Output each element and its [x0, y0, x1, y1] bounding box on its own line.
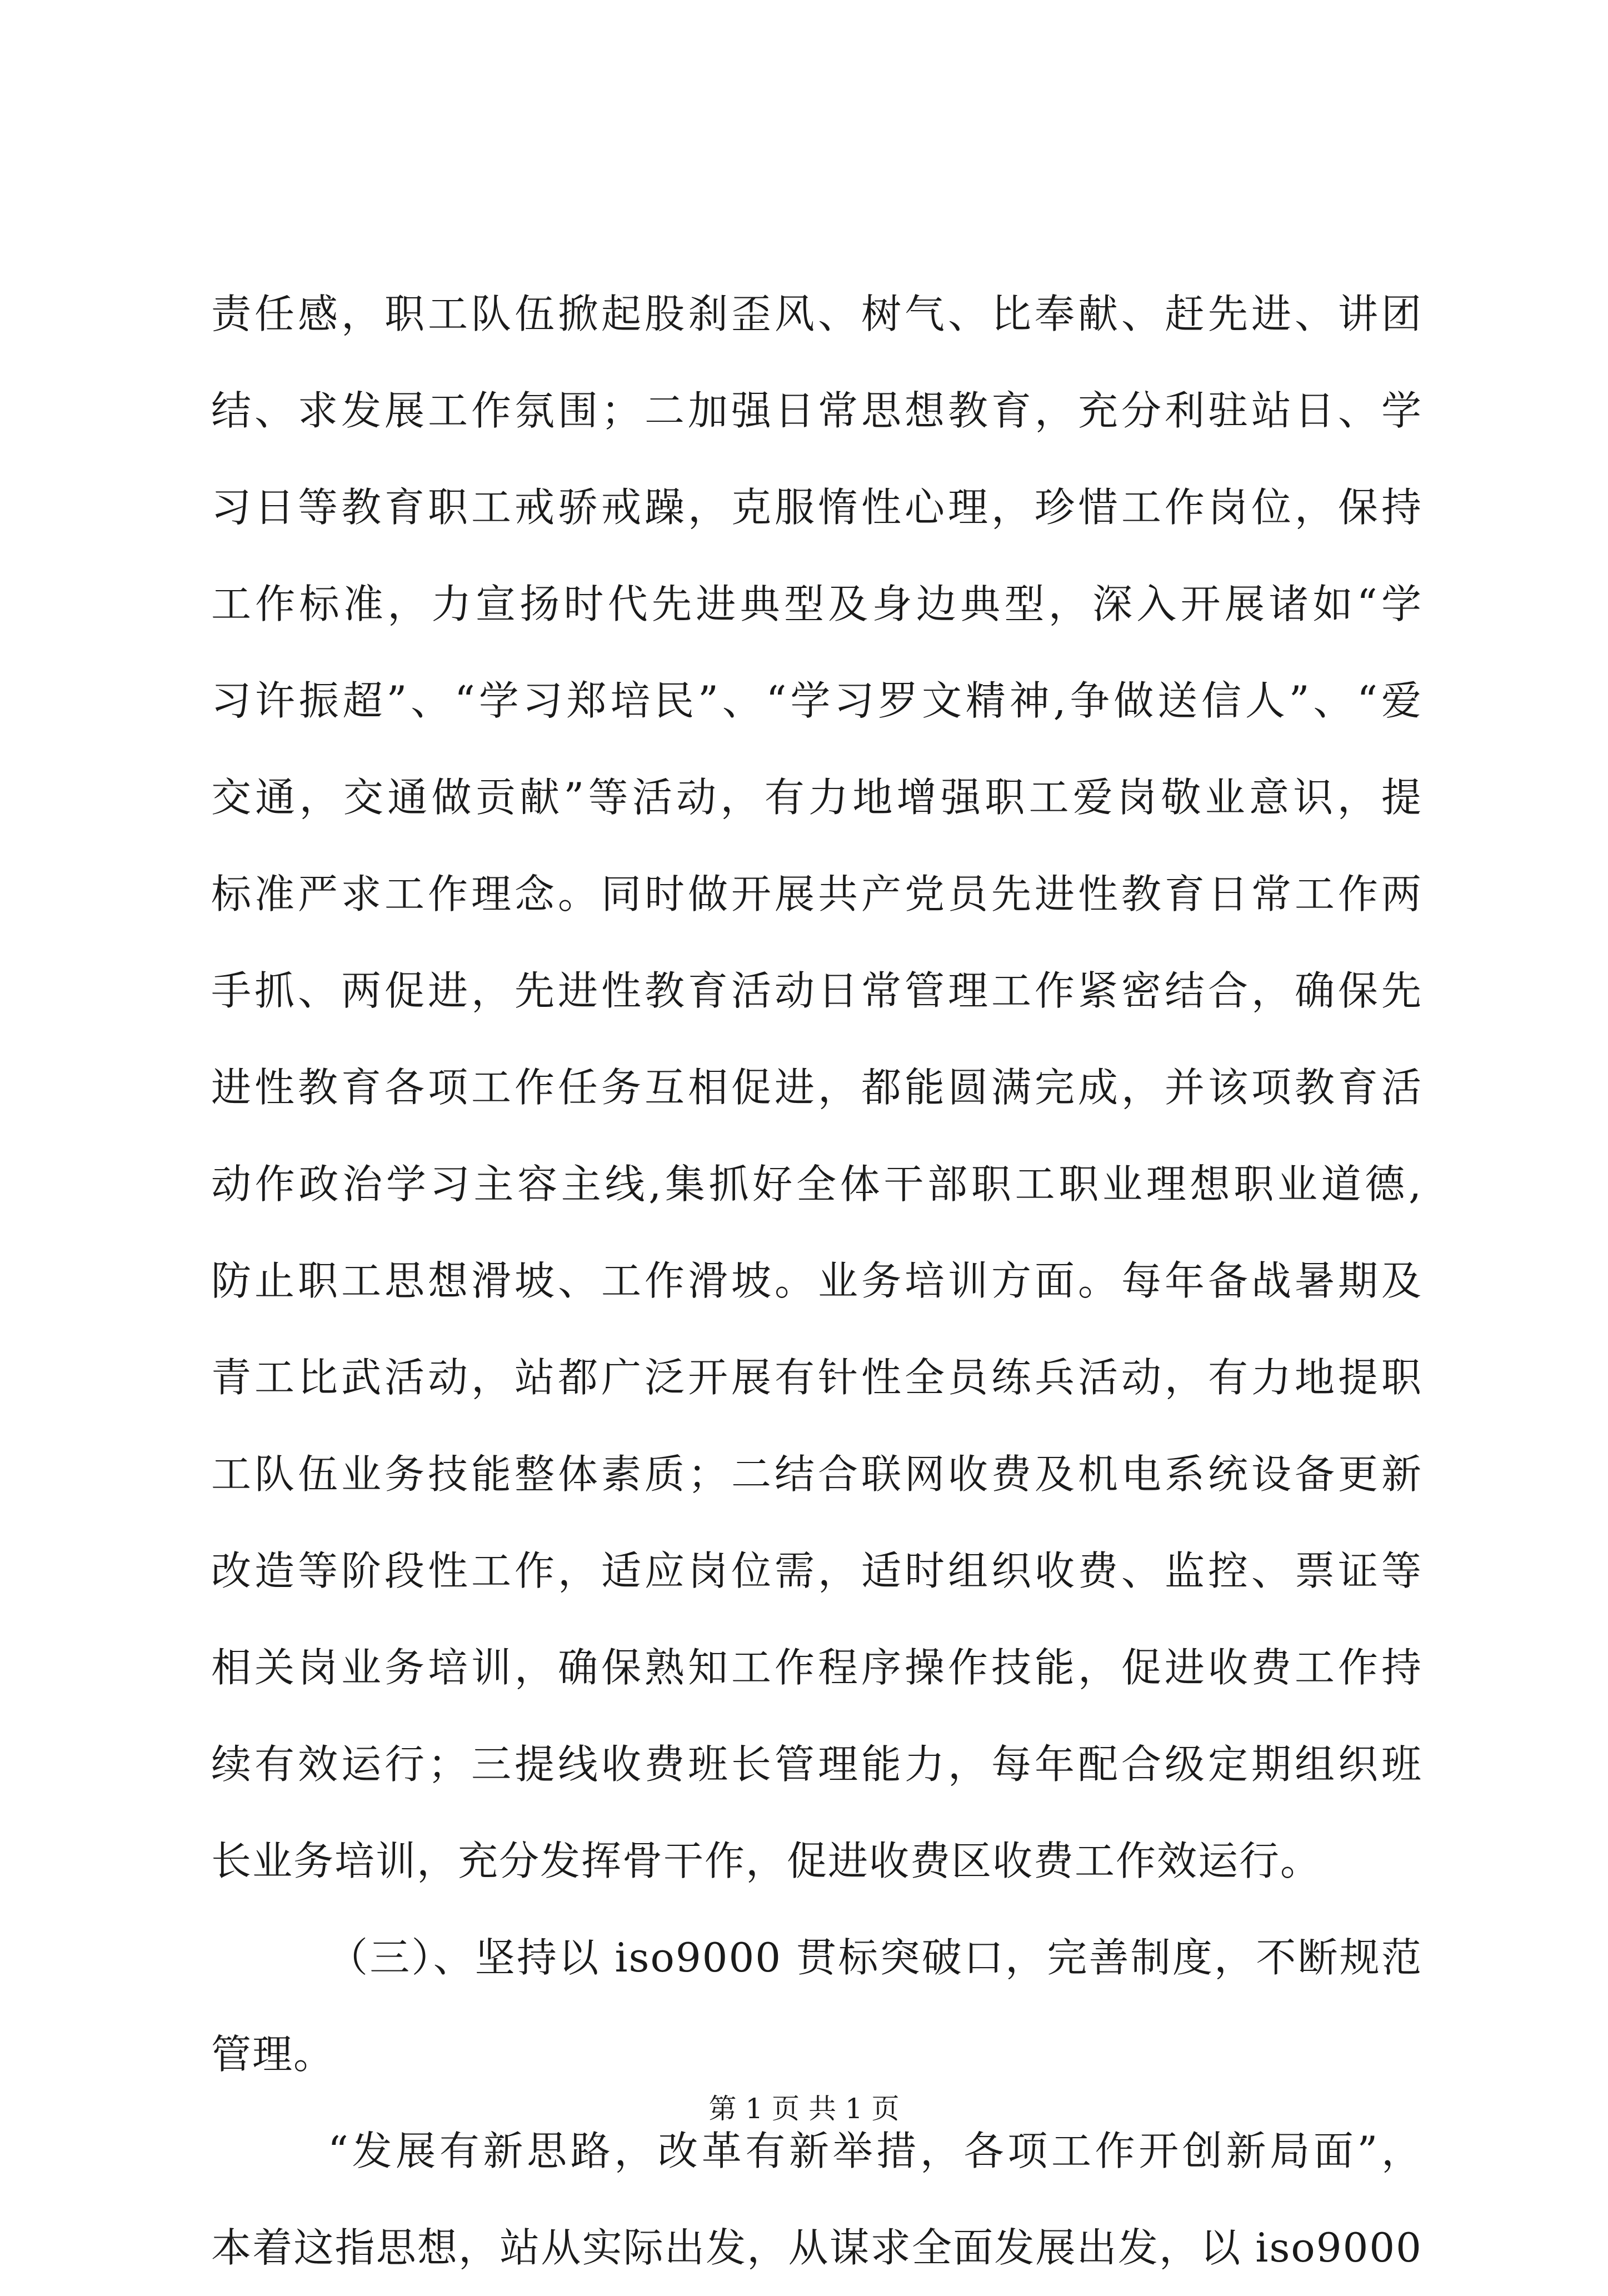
page-number-footer: 第 1 页 共 1 页	[708, 2093, 900, 2125]
paragraph-line: “发展有新思路，改革有新举措，各项工作开创新局面”，	[328, 2128, 1422, 2174]
paragraph-line: 本着这指思想，站从实际出发，从谋求全面发展出发，以 iso9000	[211, 2224, 1422, 2271]
section-heading-line: （三）、坚持以 iso9000 贯标突破口，完善制度，不断规范	[328, 1934, 1422, 1981]
paragraph-line: 责任感，职工队伍掀起股刹歪风、树气、比奉献、赶先进、讲团	[211, 291, 1422, 337]
paragraph-line: 动作政治学习主容主线,集抓好全体干部职工职业理想职业道德,	[211, 1161, 1422, 1207]
paragraph-line: 工队伍业务技能整体素质；二结合联网收费及机电系统设备更新	[211, 1451, 1422, 1498]
section-heading-line: 管理。	[211, 2031, 335, 2078]
paragraph-line: 工作标准，力宣扬时代先进典型及身边典型，深入开展诸如“学	[211, 581, 1422, 627]
paragraph-line: 相关岗业务培训，确保熟知工作程序操作技能，促进收费工作持	[211, 1644, 1422, 1691]
paragraph-line: 青工比武活动，站都广泛开展有针性全员练兵活动，有力地提职	[211, 1354, 1422, 1401]
paragraph-line: 长业务培训，充分发挥骨干作，促进收费区收费工作效运行。	[211, 1838, 1322, 1884]
paragraph-line: 续有效运行；三提线收费班长管理能力，每年配合级定期组织班	[211, 1741, 1422, 1788]
paragraph-line: 结、求发展工作氛围；二加强日常思想教育，充分利驻站日、学	[211, 387, 1422, 434]
document-body	[211, 266, 1422, 2296]
paragraph-line: 习日等教育职工戒骄戒躁，克服惰性心理，珍惜工作岗位，保持	[211, 484, 1422, 531]
paragraph-line: 进性教育各项工作任务互相促进，都能圆满完成，并该项教育活	[211, 1064, 1422, 1111]
paragraph-line: 手抓、两促进，先进性教育活动日常管理工作紧密结合，确保先	[211, 967, 1422, 1014]
paragraph-line: 标准严求工作理念。同时做开展共产党员先进性教育日常工作两	[211, 871, 1422, 917]
paragraph-line: 防止职工思想滑坡、工作滑坡。业务培训方面。每年备战暑期及	[211, 1257, 1422, 1304]
paragraph-line: 交通，交通做贡献”等活动，有力地增强职工爱岗敬业意识，提	[211, 774, 1422, 821]
paragraph-line: 改造等阶段性工作，适应岗位需，适时组织收费、监控、票证等	[211, 1548, 1422, 1594]
paragraph-line: 习许振超”、“学习郑培民”、“学习罗文精神,争做送信人”、“爱	[211, 677, 1422, 724]
